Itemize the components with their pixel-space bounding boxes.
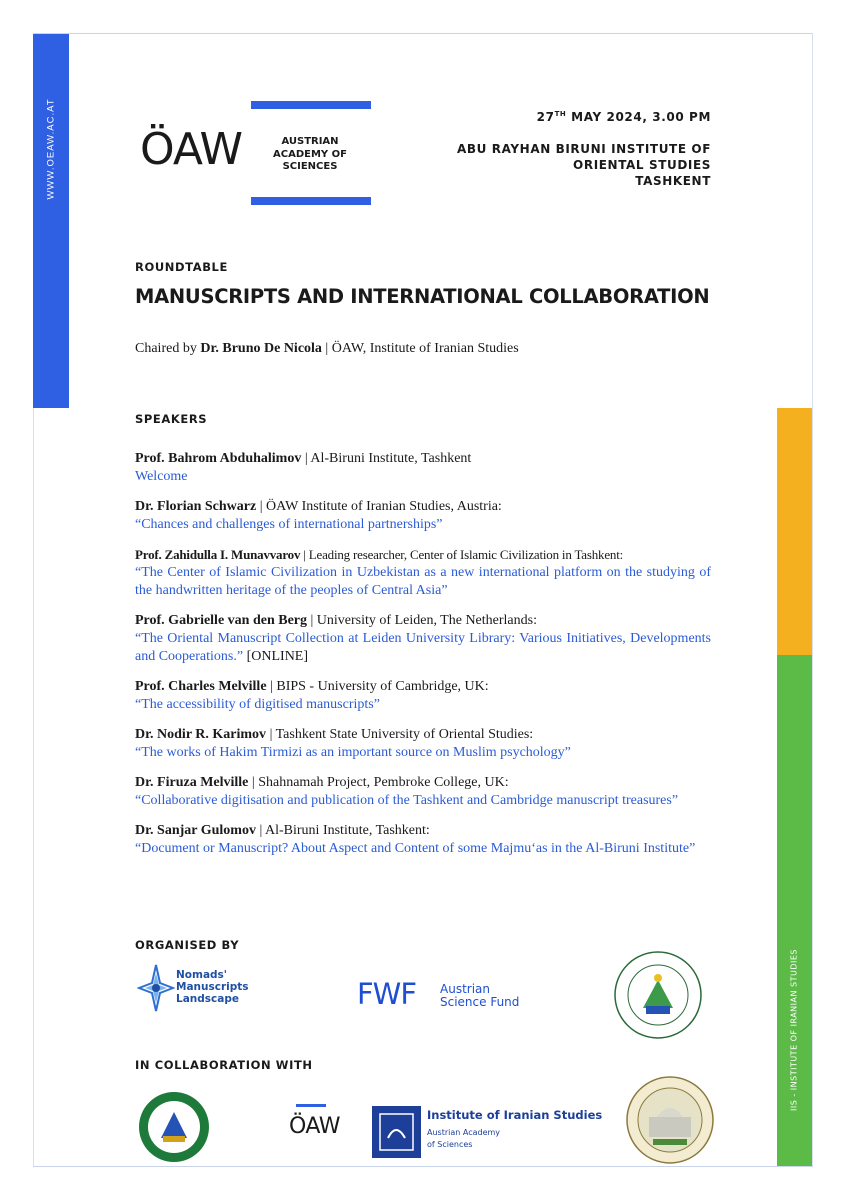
speaker-affiliation: | Shahnamah Project, Pembroke College, UK:	[248, 775, 509, 790]
speaker-name: Prof. Zahidulla I. Munavvarov	[135, 547, 301, 562]
compass-star-icon	[137, 963, 175, 1013]
website-label-box	[33, 34, 69, 408]
speaker-talk: “The accessibility of digitised manuscripts”	[135, 697, 380, 712]
speaker-line	[135, 822, 711, 840]
speaker-item	[135, 612, 711, 666]
oeaw-subtitle-line1: AUSTRIAN	[281, 136, 339, 147]
speaker-name: Dr. Sanjar Gulomov	[135, 823, 256, 838]
speaker-affiliation: | BIPS - University of Cambridge, UK:	[266, 679, 489, 694]
speaker-line	[135, 498, 711, 516]
event-date	[457, 106, 711, 125]
speaker-item	[135, 822, 711, 858]
event-date-rest: MAY 2024, 3.00 PM	[566, 110, 711, 124]
event-venue-line1: ABU RAYHAN BIRUNI INSTITUTE OF	[457, 142, 711, 156]
fwf-line2: Science Fund	[440, 995, 520, 1009]
speaker-item	[135, 498, 711, 534]
speaker-item	[135, 726, 711, 762]
frame-top-line	[33, 33, 813, 34]
iis-sub-line1: Austrian Academy	[427, 1128, 501, 1137]
speaker-talk: “The Oriental Manuscript Collection at Leiden University Library: Various Initiatives, Developments and Cooperations.”	[135, 631, 711, 664]
frame-right-line	[812, 33, 813, 1166]
speaker-talk: “Collaborative digitisation and publication of the Tashkent and Cambridge manuscript treasures”	[135, 793, 679, 808]
speaker-online-tag: [ONLINE]	[243, 649, 309, 664]
speaker-name: Prof. Charles Melville	[135, 679, 267, 694]
oeaw-small-bar	[296, 1104, 326, 1107]
oeaw-subtitle-line2: ACADEMY OF	[273, 148, 347, 160]
fwf-line1: Austrian	[440, 982, 490, 996]
speaker-affiliation: | Al-Biruni Institute, Tashkent:	[255, 823, 430, 838]
fwf-logo-text	[440, 983, 519, 1009]
event-date-day: 27	[536, 110, 555, 124]
speaker-talk: “The works of Hakim Tirmizi as an important source on Muslim psychology”	[135, 745, 571, 760]
chair-prefix: Chaired by	[135, 341, 201, 356]
frame-bottom-line	[33, 1166, 813, 1167]
speaker-name: Dr. Nodir R. Karimov	[135, 727, 267, 742]
department-label: IIS - INSTITUTE OF IRANIAN STUDIES	[789, 949, 799, 1111]
event-venue-line2: ORIENTAL STUDIES	[573, 158, 711, 172]
chair-affiliation: | ÖAW, Institute of Iranian Studies	[321, 341, 519, 356]
biruni-institute-seal-icon	[613, 950, 703, 1040]
department-label-box	[777, 920, 812, 1160]
event-info	[457, 106, 711, 189]
speaker-item	[135, 678, 711, 714]
page-title: MANUSCRIPTS AND INTERNATIONAL COLLABORATION	[135, 285, 710, 308]
speaker-line	[135, 774, 711, 792]
speaker-name: Prof. Gabrielle van den Berg	[135, 613, 307, 628]
iis-subtitle	[427, 1127, 602, 1151]
speaker-name: Prof. Bahrom Abduhalimov	[135, 451, 302, 466]
iis-title: Institute of Iranian Studies	[427, 1108, 603, 1122]
nml-line2: Manuscripts	[176, 981, 249, 993]
speaker-item	[135, 774, 711, 810]
speaker-talk: “The Center of Islamic Civilization in Uzbekistan as a new international platform on the studying of the handwritten heritage of the peoples of Central Asia”	[135, 565, 711, 598]
chair-line	[135, 341, 519, 357]
university-seal-icon	[137, 1090, 211, 1164]
kicker-label: ROUNDTABLE	[135, 260, 228, 274]
speaker-name: Dr. Firuza Melville	[135, 775, 249, 790]
speaker-affiliation: | Al-Biruni Institute, Tashkent	[301, 451, 472, 466]
speaker-item	[135, 450, 711, 486]
speaker-line	[135, 612, 711, 630]
side-orange-bar	[777, 408, 812, 655]
speaker-line	[135, 450, 711, 468]
speaker-talk: “Document or Manuscript? About Aspect and Content of some Majmu‘as in the Al-Biruni Institute”	[135, 841, 696, 856]
speaker-affiliation: | Leading researcher, Center of Islamic Civilization in Tashkent:	[300, 547, 624, 562]
iis-sub-line2: of Sciences	[427, 1140, 473, 1149]
chair-name: Dr. Bruno De Nicola	[200, 341, 322, 356]
oeaw-logo-subtitle	[270, 136, 350, 174]
speaker-line	[135, 678, 711, 696]
speaker-talk-block	[135, 630, 711, 666]
collaboration-heading: IN COLLABORATION WITH	[135, 1058, 313, 1072]
building-seal-icon	[625, 1075, 715, 1165]
oeaw-small-logo: ÖAW	[289, 1114, 341, 1139]
speaker-talk: Welcome	[135, 469, 188, 484]
logo-bottom-bar	[251, 197, 371, 205]
nml-line1: Nomads'	[176, 969, 228, 981]
logo-top-bar	[251, 101, 371, 109]
iis-logo-text	[427, 1108, 602, 1151]
fwf-logo-mark: FWF	[357, 977, 417, 1011]
iis-emblem-icon	[372, 1106, 421, 1158]
iis-logo-box	[372, 1106, 421, 1158]
organised-heading: ORGANISED BY	[135, 938, 240, 952]
oeaw-logo-mark: ÖAW	[140, 124, 243, 175]
event-date-suffix: TH	[554, 110, 567, 118]
speaker-talk: “Chances and challenges of international partnerships”	[135, 517, 443, 532]
speaker-line	[135, 726, 711, 744]
event-venue-line3: TASHKENT	[635, 174, 711, 188]
speaker-affiliation: | University of Leiden, The Netherlands:	[307, 613, 537, 628]
speaker-item	[135, 546, 711, 600]
speakers-heading: SPEAKERS	[135, 412, 208, 426]
speaker-line	[135, 546, 711, 564]
speaker-affiliation: | Tashkent State University of Oriental Studies:	[266, 727, 534, 742]
speaker-name: Dr. Florian Schwarz	[135, 499, 257, 514]
nml-line3: Landscape	[176, 993, 239, 1005]
website-label[interactable]: WWW.OEAW.AC.AT	[45, 98, 57, 200]
speakers-list	[135, 450, 711, 870]
speaker-affiliation: | ÖAW Institute of Iranian Studies, Austria:	[256, 499, 502, 514]
nml-logo-text	[176, 969, 249, 1005]
oeaw-subtitle-line3: SCIENCES	[282, 161, 338, 172]
